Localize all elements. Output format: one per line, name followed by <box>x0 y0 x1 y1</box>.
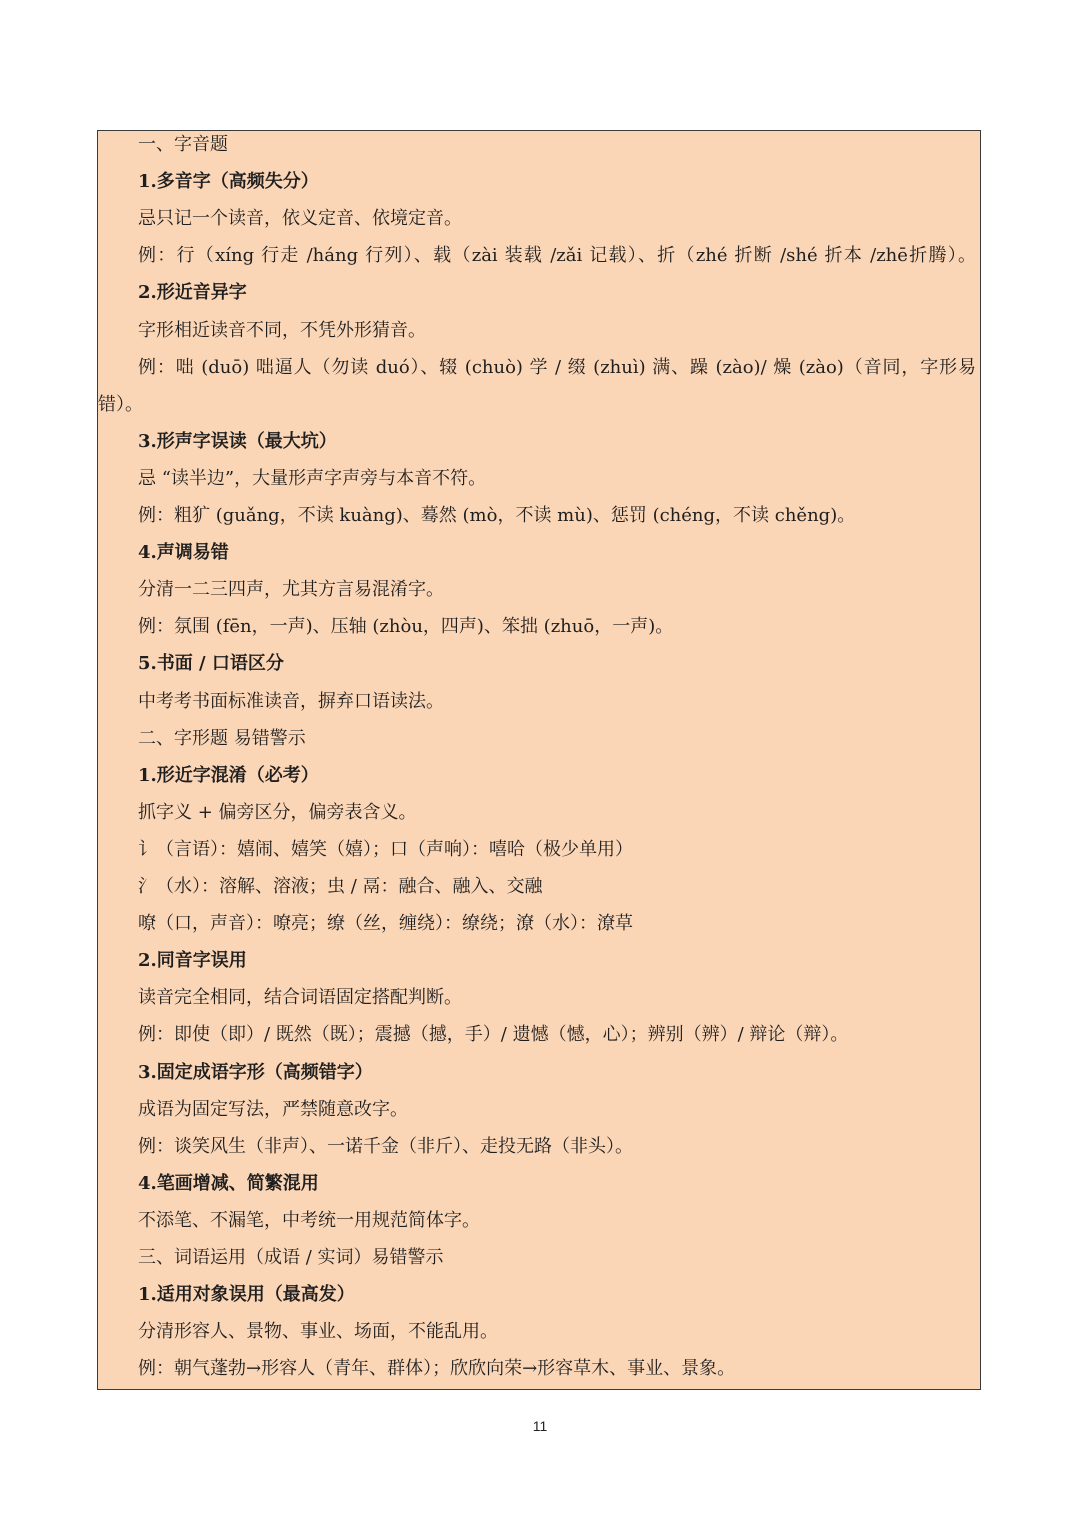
text-line: 分清形容人、景物、事业、场面，不能乱用。 <box>138 1321 498 1342</box>
text-line: 例：粗犷 (guǎng，不读 kuàng)、蓦然 (mò，不读 mù)、惩罚 (chéng，不读 chěng)。 <box>138 505 856 526</box>
text-line: 读音完全相同，结合词语固定搭配判断。 <box>138 987 462 1008</box>
text-line: 例：即使（即）/ 既然（既）；震撼（撼，手）/ 遗憾（憾，心）；辨别（辨）/ 辩论（辩）。 <box>138 1024 849 1045</box>
text-line: 例：氛围 (fēn，一声)、压轴 (zhòu，四声)、笨拙 (zhuō，一声)。 <box>138 616 674 637</box>
text-line: 嘹（口，声音）：嘹亮；缭（丝，缠绕）：缭绕；潦（水）：潦草 <box>138 913 633 934</box>
text-line: 例：行（xíng 行走 /háng 行列）、载（zài 装载 /zǎi 记载）、折（zhé 折断 /shé 折本 /zhē折腾）。 <box>138 245 976 266</box>
text-line: 例：咄 (duō) 咄逼人（勿读 duó）、辍 (chuò) 学 / 缀 (zhuì) 满、躁 (zào)/ 燥 (zào)（音同，字形易 <box>138 357 976 378</box>
section-heading: 4.声调易错 <box>138 542 229 563</box>
section-heading: 3.形声字误读（最大坑） <box>138 431 337 452</box>
text-line: 成语为固定写法，严禁随意改字。 <box>138 1099 408 1120</box>
text-line: 不添笔、不漏笔，中考统一用规范简体字。 <box>138 1210 480 1231</box>
text-line: 忌 “读半边”，大量形声字声旁与本音不符。 <box>138 468 487 489</box>
text-line: 氵（水）：溶解、溶液；虫 / 鬲：融合、融入、交融 <box>138 876 543 897</box>
text-line: 分清一二三四声，尤其方言易混淆字。 <box>138 579 444 600</box>
text-line: 二、字形题 易错警示 <box>138 728 306 749</box>
section-heading: 3.固定成语字形（高频错字） <box>138 1062 373 1083</box>
text-line: 抓字义 + 偏旁区分，偏旁表含义。 <box>138 802 417 823</box>
text-line: 讠（言语）：嬉闹、嬉笑（嬉）；口（声响）：嘻哈（极少单用） <box>138 839 633 860</box>
text-line: 忌只记一个读音，依义定音、依境定音。 <box>138 208 462 229</box>
text-line: 例：谈笑风生（非声）、一诺千金（非斤）、走投无路（非头）。 <box>138 1136 633 1157</box>
text-line: 一、字音题 <box>138 134 228 155</box>
content-box <box>97 130 981 1390</box>
section-heading: 2.形近音异字 <box>138 282 247 303</box>
section-heading: 1.多音字（高频失分） <box>138 171 319 192</box>
section-heading: 1.形近字混淆（必考） <box>138 765 319 786</box>
section-heading: 5.书面 / 口语区分 <box>138 653 284 674</box>
section-heading: 4.笔画增减、简繁混用 <box>138 1173 319 1194</box>
section-heading: 2.同音字误用 <box>138 950 247 971</box>
text-line: 中考考书面标准读音，摒弃口语读法。 <box>138 691 444 712</box>
text-line: 例：朝气蓬勃→形容人（青年、群体）；欣欣向荣→形容草木、事业、景象。 <box>138 1358 736 1379</box>
section-heading: 1.适用对象误用（最高发） <box>138 1284 355 1305</box>
text-line: 字形相近读音不同，不凭外形猜音。 <box>138 320 426 341</box>
page-number: 11 <box>532 1418 548 1434</box>
text-line: 错）。 <box>98 394 143 415</box>
text-line: 三、词语运用（成语 / 实词）易错警示 <box>138 1247 444 1268</box>
